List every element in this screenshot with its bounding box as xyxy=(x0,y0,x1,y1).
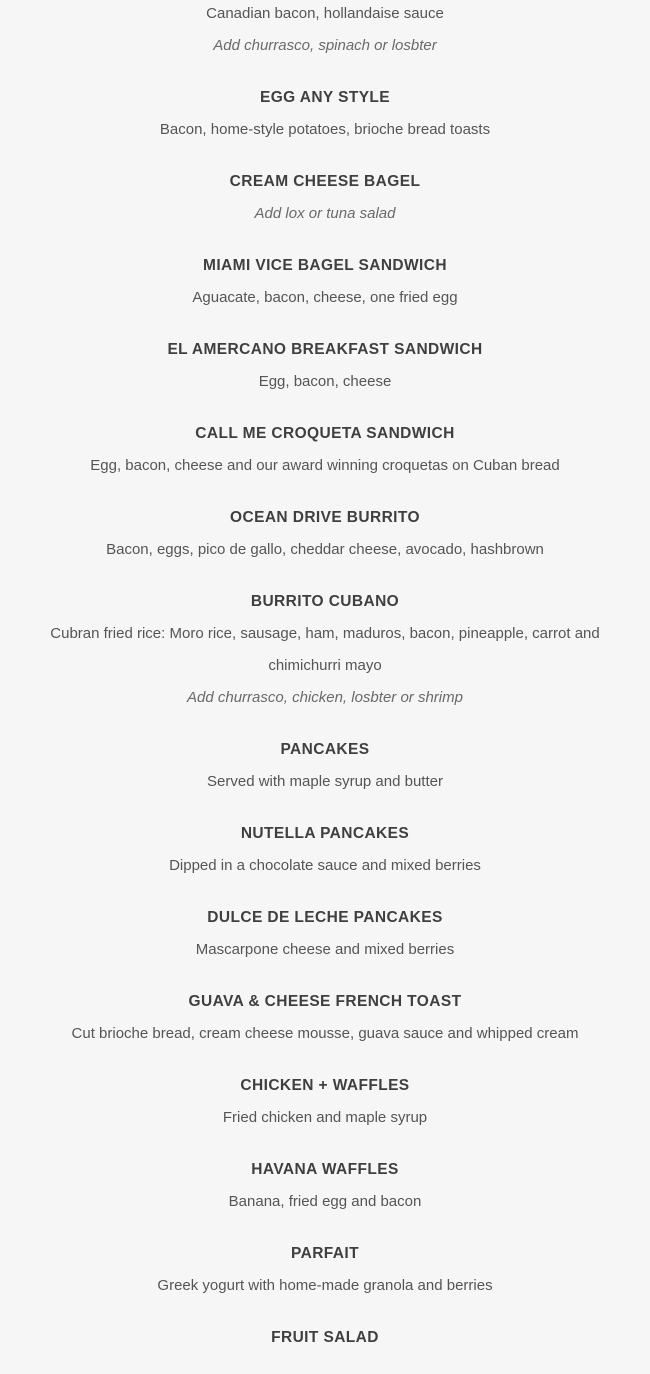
item-description: Greek yogurt with home-made granola and berries xyxy=(157,1277,493,1294)
menu-item xyxy=(0,1322,650,1354)
menu-item xyxy=(0,734,650,798)
item-name: CALL ME CROQUETA SANDWICH xyxy=(195,425,455,442)
item-description: Canadian bacon, hollandaise sauce xyxy=(206,5,444,22)
item-name: EL AMERCANO BREAKFAST SANDWICH xyxy=(167,341,483,358)
item-name: BURRITO CUBANO xyxy=(250,593,400,610)
item-name: NUTELLA PANCAKES xyxy=(240,825,410,842)
menu-item xyxy=(0,166,650,230)
item-name: OCEAN DRIVE BURRITO xyxy=(230,509,420,526)
item-name: PANCAKES xyxy=(280,741,370,758)
item-description: Bacon, eggs, pico de gallo, cheddar cheese, avocado, hashbrown xyxy=(106,541,544,558)
item-description: Egg, bacon, cheese and our award winning croquetas on Cuban bread xyxy=(90,457,560,474)
menu-item xyxy=(0,986,650,1050)
menu-item xyxy=(0,418,650,482)
item-name: FRUIT SALAD xyxy=(271,1329,379,1346)
menu-item xyxy=(0,586,650,714)
item-name: MIAMI VICE BAGEL SANDWICH xyxy=(203,257,447,274)
item-add-on: Add churrasco, spinach or losbter xyxy=(213,37,437,54)
item-description: Bacon, home-style potatoes, brioche bread toasts xyxy=(159,121,491,138)
item-description: Dipped in a chocolate sauce and mixed berries xyxy=(169,857,481,874)
menu-item xyxy=(0,334,650,398)
menu-item xyxy=(0,1070,650,1134)
item-description: Aguacate, bacon, cheese, one fried egg xyxy=(192,289,458,306)
menu-item xyxy=(0,0,650,62)
menu-item xyxy=(0,250,650,314)
item-add-on: Add lox or tuna salad xyxy=(254,205,396,222)
item-name: PARFAIT xyxy=(291,1245,359,1262)
menu-item xyxy=(0,1238,650,1302)
menu-item xyxy=(0,902,650,966)
item-description: Cubran fried rice: Moro rice, sausage, ham, maduros, bacon, pineapple, carrot and chimichurri mayo xyxy=(50,625,600,674)
item-description: Fried chicken and maple syrup xyxy=(222,1109,428,1126)
item-name: DULCE DE LECHE PANCAKES xyxy=(207,909,443,926)
item-description: Cut brioche bread, cream cheese mousse, guava sauce and whipped cream xyxy=(71,1025,579,1042)
item-description: Egg, bacon, cheese xyxy=(258,373,392,390)
item-name: HAVANA WAFFLES xyxy=(251,1161,399,1178)
item-name: EGG ANY STYLE xyxy=(259,89,391,106)
item-add-on: Add churrasco, chicken, losbter or shrimp xyxy=(187,689,463,706)
item-name: CHICKEN + WAFFLES xyxy=(240,1077,410,1094)
menu-item xyxy=(0,82,650,146)
item-name: CREAM CHEESE BAGEL xyxy=(229,173,421,190)
menu-item xyxy=(0,818,650,882)
item-description: Mascarpone cheese and mixed berries xyxy=(195,941,455,958)
item-description: Banana, fried egg and bacon xyxy=(228,1193,422,1210)
item-name: GUAVA & CHEESE FRENCH TOAST xyxy=(188,993,462,1010)
item-description: Served with maple syrup and butter xyxy=(207,773,443,790)
menu-item xyxy=(0,502,650,566)
menu-item xyxy=(0,1154,650,1218)
